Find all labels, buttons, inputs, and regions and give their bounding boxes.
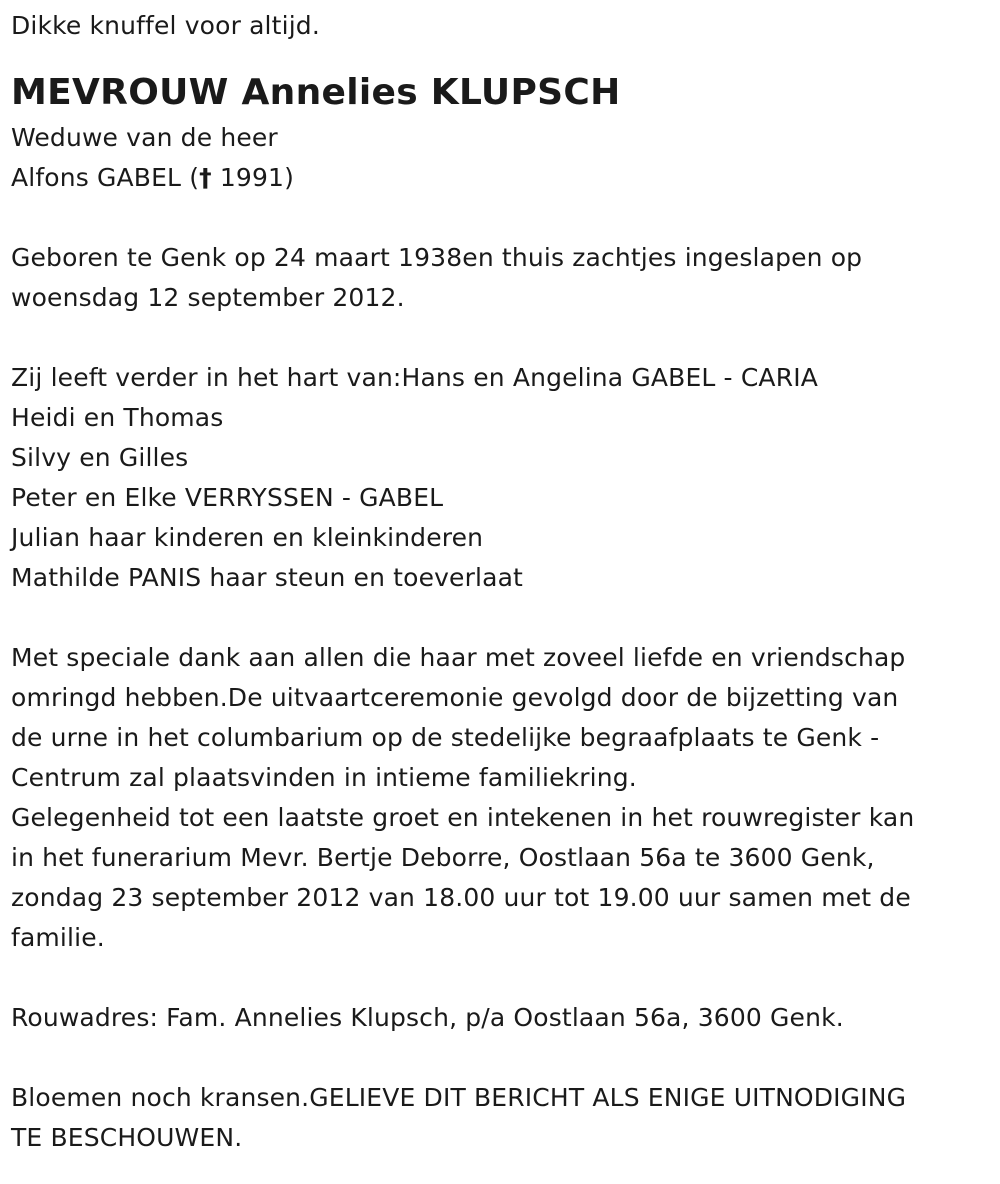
ceremony-line: omringd hebben.De uitvaartceremonie gevolgd door de bijzetting van — [11, 683, 899, 712]
ceremony-line: de urne in het columbarium op de stedelijke begraafplaats te Genk - — [11, 723, 880, 752]
ceremony-line: in het funerarium Mevr. Bertje Deborre, Oostlaan 56a te 3600 Genk, — [11, 843, 875, 872]
family-line: Zij leeft verder in het hart van:Hans en Angelina GABEL - CARIA — [11, 363, 818, 392]
cross-icon: † — [199, 163, 212, 192]
ceremony-line: familie. — [11, 923, 105, 952]
family-line: Heidi en Thomas — [11, 403, 224, 432]
closing-line: TE BESCHOUWEN. — [11, 1123, 243, 1152]
ceremony-line: Centrum zal plaatsvinden in intieme familiekring. — [11, 763, 637, 792]
birth-paragraph — [11, 238, 986, 318]
mourning-address: Rouwadres: Fam. Annelies Klupsch, p/a Oostlaan 56a, 3600 Genk. — [11, 1003, 844, 1032]
closing-line: Bloemen noch kransen.GELIEVE DIT BERICHT ALS ENIGE UITNODIGING — [11, 1083, 907, 1112]
intro-text: Dikke knuffel voor altijd. — [11, 11, 320, 40]
ceremony-line: Met speciale dank aan allen die haar met zoveel liefde en vriendschap — [11, 643, 906, 672]
obituary-notice — [11, 0, 986, 1158]
birth-line: woensdag 12 september 2012. — [11, 283, 405, 312]
spouse-line: Weduwe van de heer — [11, 123, 278, 152]
spouse-block — [11, 118, 986, 198]
family-line: Julian haar kinderen en kleinkinderen — [11, 523, 484, 552]
birth-line: Geboren te Genk op 24 maart 1938en thuis zachtjes ingeslapen op — [11, 243, 863, 272]
family-list — [11, 358, 986, 598]
spouse-death-year: 1991) — [211, 163, 295, 192]
spouse-name-line — [11, 158, 986, 198]
closing-paragraph — [11, 1078, 986, 1158]
spouse-name: Alfons GABEL ( — [11, 163, 200, 192]
deceased-name: MEVROUW Annelies KLUPSCH — [11, 72, 621, 113]
ceremony-line: zondag 23 september 2012 van 18.00 uur tot 19.00 uur samen met de — [11, 883, 911, 912]
ceremony-paragraph — [11, 638, 986, 958]
ceremony-line: Gelegenheid tot een laatste groet en intekenen in het rouwregister kan — [11, 803, 915, 832]
family-line: Peter en Elke VERRYSSEN - GABEL — [11, 483, 444, 512]
family-line: Mathilde PANIS haar steun en toeverlaat — [11, 563, 523, 592]
family-line: Silvy en Gilles — [11, 443, 189, 472]
